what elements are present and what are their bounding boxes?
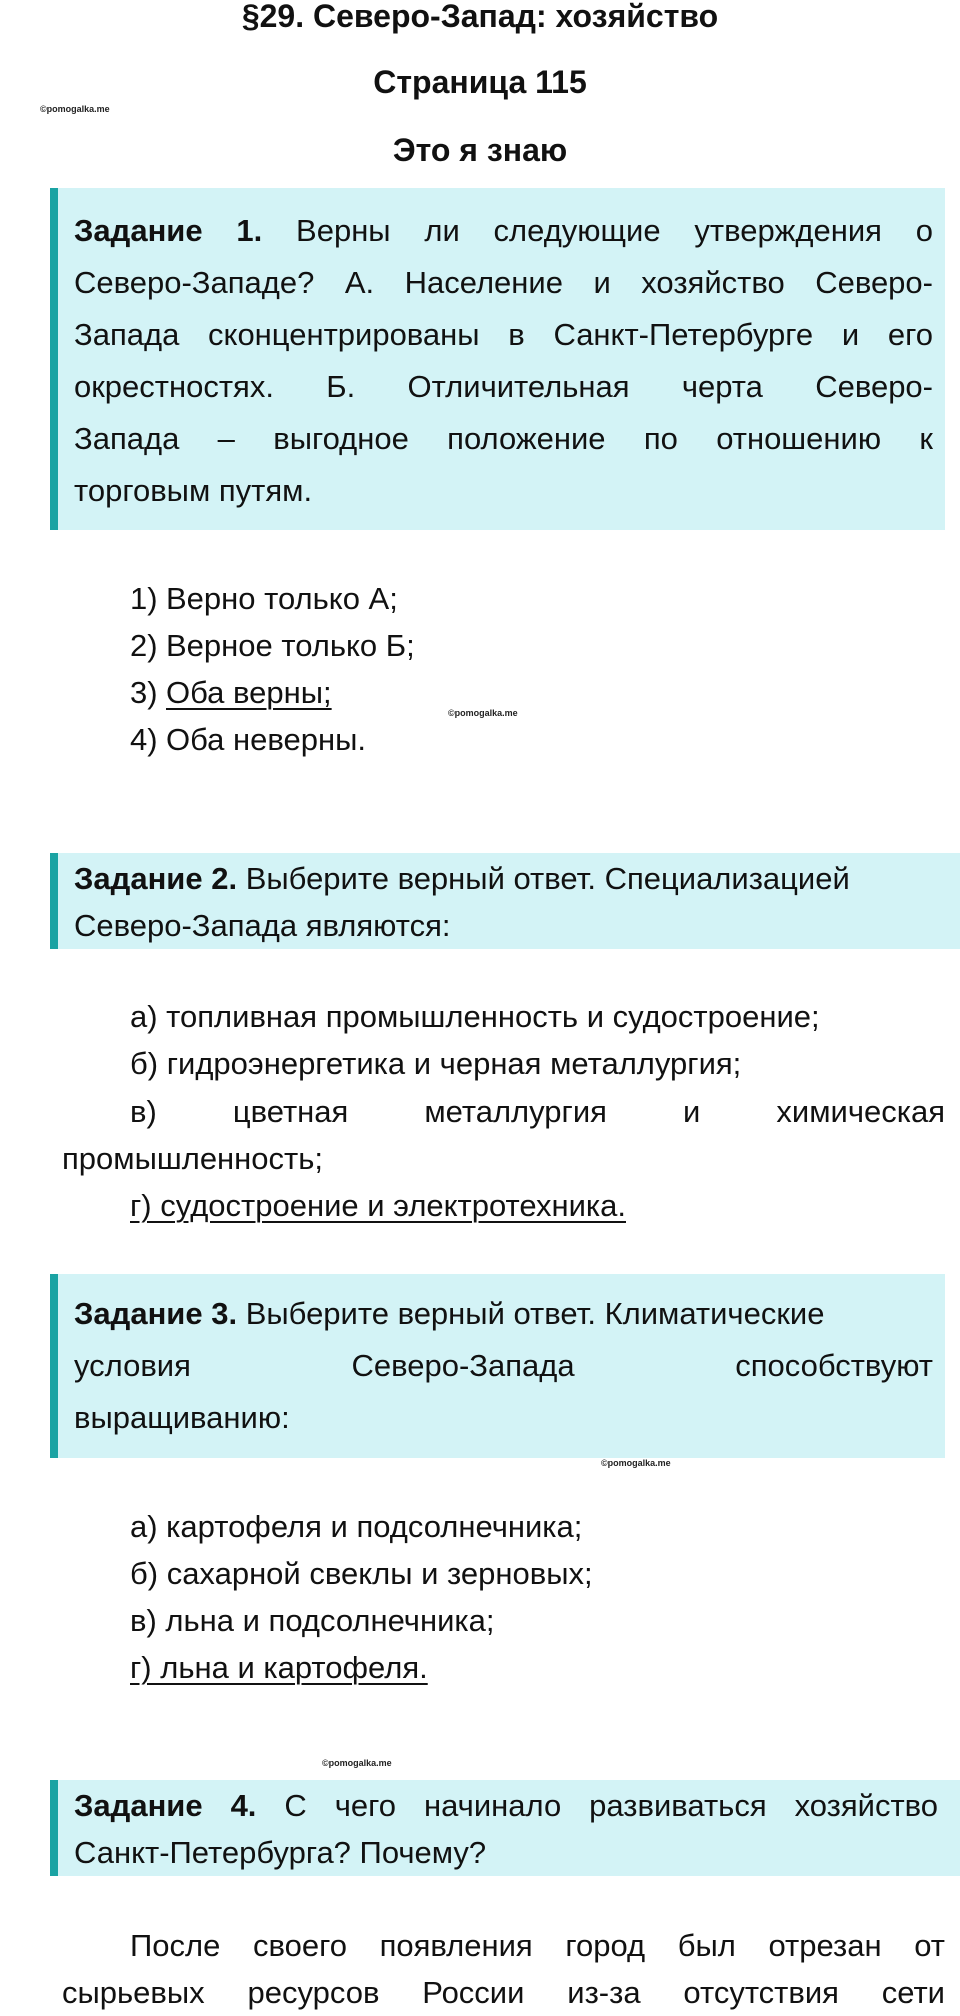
option-number: 3) — [130, 675, 158, 710]
task-1-line: торговым путям. — [74, 473, 313, 508]
page-number-heading: Страница 115 — [373, 64, 587, 100]
task-3-line: выращиванию: — [74, 1400, 290, 1435]
watermark: ©pomogalka.me — [601, 1458, 671, 1468]
task-4-label: Задание 4. — [74, 1788, 257, 1823]
task-3-option-correct: г) льна и картофеля. — [130, 1650, 428, 1685]
task-2-option: а) топливная промышленность и судостроение; — [130, 999, 820, 1034]
task-2-option-continued: промышленность; — [62, 1141, 324, 1176]
task-2-box — [50, 853, 960, 949]
task-4-line: Санкт-Петербурга? Почему? — [74, 1835, 487, 1870]
watermark: ©pomogalka.me — [40, 104, 110, 114]
task-3-line: условия Северо-Запада способствуют — [74, 1348, 933, 1383]
option-item — [130, 716, 415, 763]
option-number: 2) — [130, 628, 158, 663]
task-2-option: в) цветная металлургия и химическая — [130, 1094, 945, 1129]
task-1-line: Задание 1. Верны ли следующие утверждения о — [74, 213, 933, 248]
task-1-line: Запада – выгодное положение по отношению к — [74, 421, 933, 456]
task-4-answer-line: сырьевых ресурсов России из-за отсутствия сети — [62, 1975, 945, 2010]
option-number: 1) — [130, 581, 158, 616]
option-text: Верное только Б; — [166, 628, 415, 663]
watermark: ©pomogalka.me — [322, 1758, 392, 1768]
task-2-label: Задание 2. — [74, 861, 238, 896]
task-3-box — [50, 1274, 945, 1458]
task-3-label: Задание 3. — [74, 1296, 238, 1331]
task-4-answer-line: После своего появления город был отрезан от — [130, 1928, 945, 1963]
option-text: Оба неверны. — [166, 722, 366, 757]
task-4-box — [50, 1780, 960, 1876]
option-text: Верно только А; — [166, 581, 398, 616]
task-1-line: Запада сконцентрированы в Санкт-Петербурге и его — [74, 317, 933, 352]
watermark: ©pomogalka.me — [448, 708, 518, 718]
task-1-box — [50, 188, 945, 530]
task-1-line: окрестностях. Б. Отличительная черта Северо- — [74, 369, 933, 404]
task-2-line: Северо-Запада являются: — [74, 908, 451, 943]
task-4-line: Задание 4. С чего начинало развиваться хозяйство — [74, 1788, 938, 1823]
section-heading: Это я знаю — [392, 132, 568, 168]
task-1-options — [130, 575, 415, 763]
task-3-option: а) картофеля и подсолнечника; — [130, 1509, 583, 1544]
task-1-label: Задание 1. — [74, 213, 263, 248]
option-text-correct: Оба верны; — [166, 675, 332, 710]
option-item — [130, 575, 415, 622]
task-3-option: в) льна и подсолнечника; — [130, 1603, 495, 1638]
task-1-line: Северо-Западе? А. Население и хозяйство Северо- — [74, 265, 933, 300]
task-2-option-correct: г) судостроение и электротехника. — [130, 1188, 626, 1223]
option-number: 4) — [130, 722, 158, 757]
task-3-option: б) сахарной свеклы и зерновых; — [130, 1556, 593, 1591]
task-3-line: Задание 3. Выберите верный ответ. Климатические — [74, 1296, 825, 1331]
task-2-option: б) гидроэнергетика и черная металлургия; — [130, 1046, 742, 1081]
paragraph-title: §29. Северо-Запад: хозяйство — [241, 0, 719, 34]
option-item — [130, 622, 415, 669]
option-item-correct — [130, 669, 415, 716]
task-2-line: Задание 2. Выберите верный ответ. Специализацией — [74, 861, 850, 896]
